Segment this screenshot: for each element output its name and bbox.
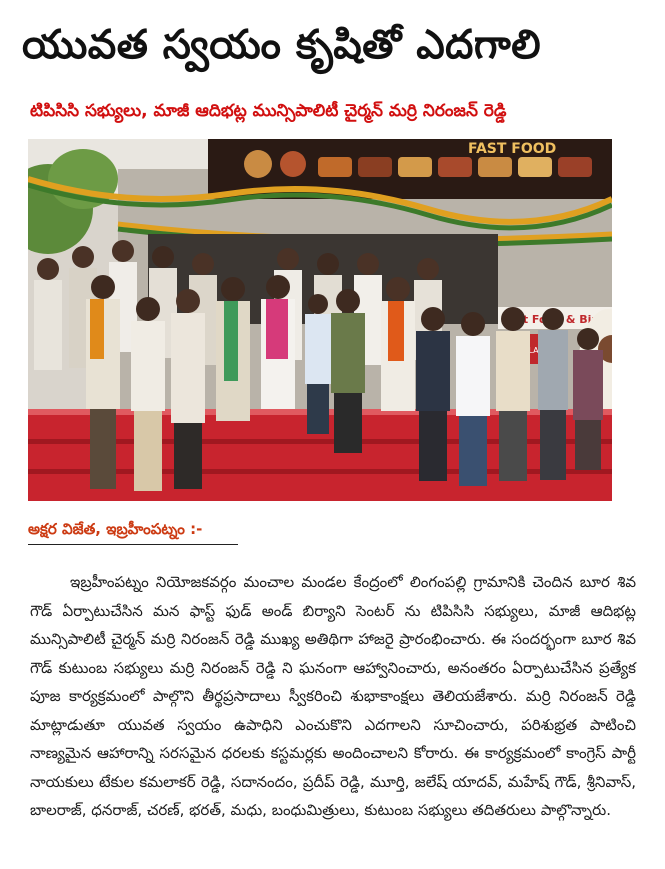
byline-underline [28, 544, 238, 545]
signboard-text: FAST FOOD [468, 141, 557, 157]
article-body: ఇబ్రహీంపట్నం నియోజకవర్గం మంచాల మండల కేంద్రంలో లింగంపల్లి గ్రామానికి చెందిన బూర శివ గౌడ్ ఏర్పాటుచేసిన మన ఫాస్ట్ ఫుడ్ అండ్ బిర్యాని సెంటర్ ను టిపిసిసి సభ్యులు, మాజీ ఆదిభట్ల మున్సిపాలిటీ చైర్మన్ మర్రి నిరంజన్ రెడ్డి ముఖ్య అతిథిగా హాజరై ప్రారంభించారు. ఈ సందర్భంగా బూర శివ గౌడ్ కుటుంబ సభ్యులు మర్రి నిరంజన్ రెడ్డి ని ఘనంగా ఆహ్వానించారు, అనంతరం ఏర్పాటుచేసిన ప్రత్యేక పూజ కార్యక్రమంలో పాల్గొని తీర్థప్రసాదాలు స్వీకరించి శుభాకాంక్షలు తెలియజేశారు. మర్రి నిరంజన్ రెడ్డి మాట్లాడుతూ యువత స్వయం ఉపాధిని ఎంచుకొని ఎదగాలని సూచించారు, పరిశుభ్రత పాటించి నాణ్యమైన ఆహారాన్ని సరసమైన ధరలకు కస్టమర్లకు అందించాలని కోరారు. ఈ కార్యక్రమంలో కాంగ్రెస్ పార్టీ నాయకులు టేకుల కమలాకర్ రెడ్డి, సదానందం, ప్రదీప్ రెడ్డి, మూర్తి, జలేష్ యాదవ్, మహేష్ గౌడ్, శ్రీనివాస్, బాలరాజ్, ధనరాజ్, చరణ్, భరత్, మధు, బంధుమిత్రులు, కుటుంబ సభ్యులు తదితరులు పాల్గొన్నారు. [30, 573, 636, 819]
subheadline: టిపిసిసి సభ్యులు, మాజీ ఆదిభట్ల మున్సిపాలిటీ చైర్మన్ మర్రి నిరంజన్ రెడ్డి [30, 101, 507, 121]
banner-text: & [565, 313, 576, 326]
headline: యువత స్వయం కృషితో ఎదగాలి [22, 22, 542, 68]
stall-text: BALAJI [517, 346, 544, 355]
news-photo [28, 139, 612, 501]
byline: అక్షర విజేత, ఇబ్రహీంపట్నం :- [28, 520, 203, 538]
